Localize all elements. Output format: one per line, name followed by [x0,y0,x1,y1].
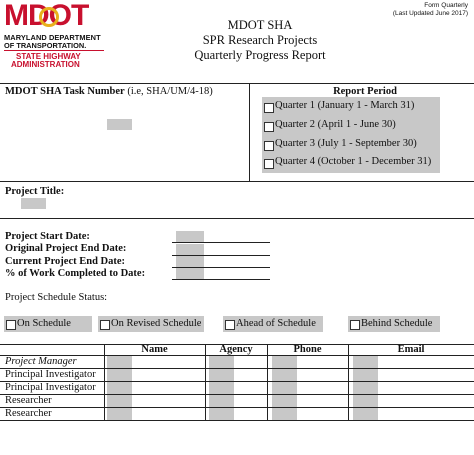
name-field-1[interactable] [107,356,132,368]
start-underline [172,242,270,243]
logo-line2: OF TRANSPORTATION. [4,41,87,50]
quarter-2-option[interactable] [263,118,439,135]
table-row-rule-3 [0,394,474,395]
project-title-bottom-rule [0,218,474,219]
mdot-logo [4,0,108,69]
on-revised-schedule-option[interactable] [98,316,204,332]
behind-schedule-checkbox[interactable] [350,320,360,330]
top-rule [0,83,474,84]
original-end-label: Original Project End Date: [5,243,127,254]
agency-field-5[interactable] [209,408,234,420]
percent-complete-label: % of Work Completed to Date: [5,268,146,279]
project-title-label: Project Title: [5,186,65,197]
logo-line3: STATE HIGHWAY [16,52,81,61]
name-field-2[interactable] [107,369,132,381]
title-line-3: Quarterly Progress Report [194,48,326,62]
role-project-manager: Project Manager [5,356,77,367]
phone-field-1[interactable] [272,356,297,368]
agency-field-1[interactable] [209,356,234,368]
table-bottom-rule [0,420,474,421]
logo-line4: ADMINISTRATION [11,60,80,69]
task-number-field[interactable] [107,119,132,130]
email-field-1[interactable] [353,356,378,368]
quarter-2-label: Quarter 2 (April 1 - June 30) [275,119,396,130]
form-last-updated: (Last Updated June 2017) [392,10,468,17]
phone-field-4[interactable] [272,395,297,407]
curr-end-underline [172,267,270,268]
quarter-4-option[interactable] [263,155,439,172]
on-schedule-checkbox[interactable] [6,320,16,330]
logo-o-ring-icon [39,7,59,27]
project-title-field[interactable] [21,198,46,209]
agency-field-2[interactable] [209,369,234,381]
ahead-of-schedule-label: Ahead of Schedule [236,318,316,329]
task-section-bottom-rule [0,181,474,182]
phone-field-3[interactable] [272,382,297,394]
table-col-rule-3 [267,344,268,420]
phone-field-5[interactable] [272,408,297,420]
current-end-label: Current Project End Date: [5,256,126,267]
header-name: Name [141,344,168,355]
email-field-3[interactable] [353,382,378,394]
task-period-divider [249,83,250,181]
pct-underline [172,279,270,280]
on-schedule-label: On Schedule [17,318,71,329]
report-title-block [140,18,380,63]
quarter-4-label: Quarter 4 (October 1 - December 31) [275,156,432,167]
quarter-1-option[interactable] [263,99,439,116]
behind-schedule-label: Behind Schedule [361,318,433,329]
table-col-rule-2 [205,344,206,420]
agency-field-3[interactable] [209,382,234,394]
form-name: Form Quarterly [424,2,468,9]
role-researcher-2: Researcher [5,408,52,419]
project-start-field[interactable] [176,231,204,242]
task-number-hint: (i.e, SHA/UM/4-18) [127,86,213,97]
title-line-1: MDOT SHA [227,18,293,32]
phone-field-2[interactable] [272,369,297,381]
email-field-2[interactable] [353,369,378,381]
quarter-2-checkbox[interactable] [264,122,274,132]
logo-divider [4,50,104,51]
role-researcher-1: Researcher [5,395,52,406]
name-field-4[interactable] [107,395,132,407]
ahead-of-schedule-option[interactable] [223,316,323,332]
logo-line1: MARYLAND DEPARTMENT [4,33,101,42]
email-field-4[interactable] [353,395,378,407]
on-schedule-option[interactable] [4,316,92,332]
quarter-3-label: Quarter 3 (July 1 - September 30) [275,138,417,149]
header-phone: Phone [293,344,322,355]
table-col-rule-4 [348,344,349,420]
on-revised-schedule-checkbox[interactable] [100,320,110,330]
role-principal-investigator-1: Principal Investigator [5,369,96,380]
on-revised-schedule-label: On Revised Schedule [111,318,202,329]
logo-wordmark-text: MDOT [4,0,89,32]
report-period-title: Report Period [333,86,397,97]
original-end-field[interactable] [176,244,204,255]
orig-end-underline [172,255,270,256]
people-table [0,344,474,420]
percent-complete-field[interactable] [176,268,204,279]
table-row-rule-4 [0,407,474,408]
table-col-rule-1 [104,344,105,420]
title-line-2: SPR Research Projects [202,33,318,47]
role-principal-investigator-2: Principal Investigator [5,382,96,393]
header-agency: Agency [219,344,253,355]
name-field-5[interactable] [107,408,132,420]
schedule-status-label: Project Schedule Status: [5,292,108,303]
name-field-3[interactable] [107,382,132,394]
current-end-field[interactable] [176,256,204,267]
quarter-3-checkbox[interactable] [264,141,274,151]
project-start-label: Project Start Date: [5,231,90,242]
ahead-of-schedule-checkbox[interactable] [225,320,235,330]
quarter-4-checkbox[interactable] [264,159,274,169]
behind-schedule-option[interactable] [348,316,440,332]
header-email: Email [397,344,425,355]
email-field-5[interactable] [353,408,378,420]
quarter-1-label: Quarter 1 (January 1 - March 31) [275,100,415,111]
task-number-label [5,86,213,97]
quarter-3-option[interactable] [263,137,439,154]
agency-field-4[interactable] [209,395,234,407]
task-number-label-text: MDOT SHA Task Number [5,86,125,97]
quarter-1-checkbox[interactable] [264,103,274,113]
